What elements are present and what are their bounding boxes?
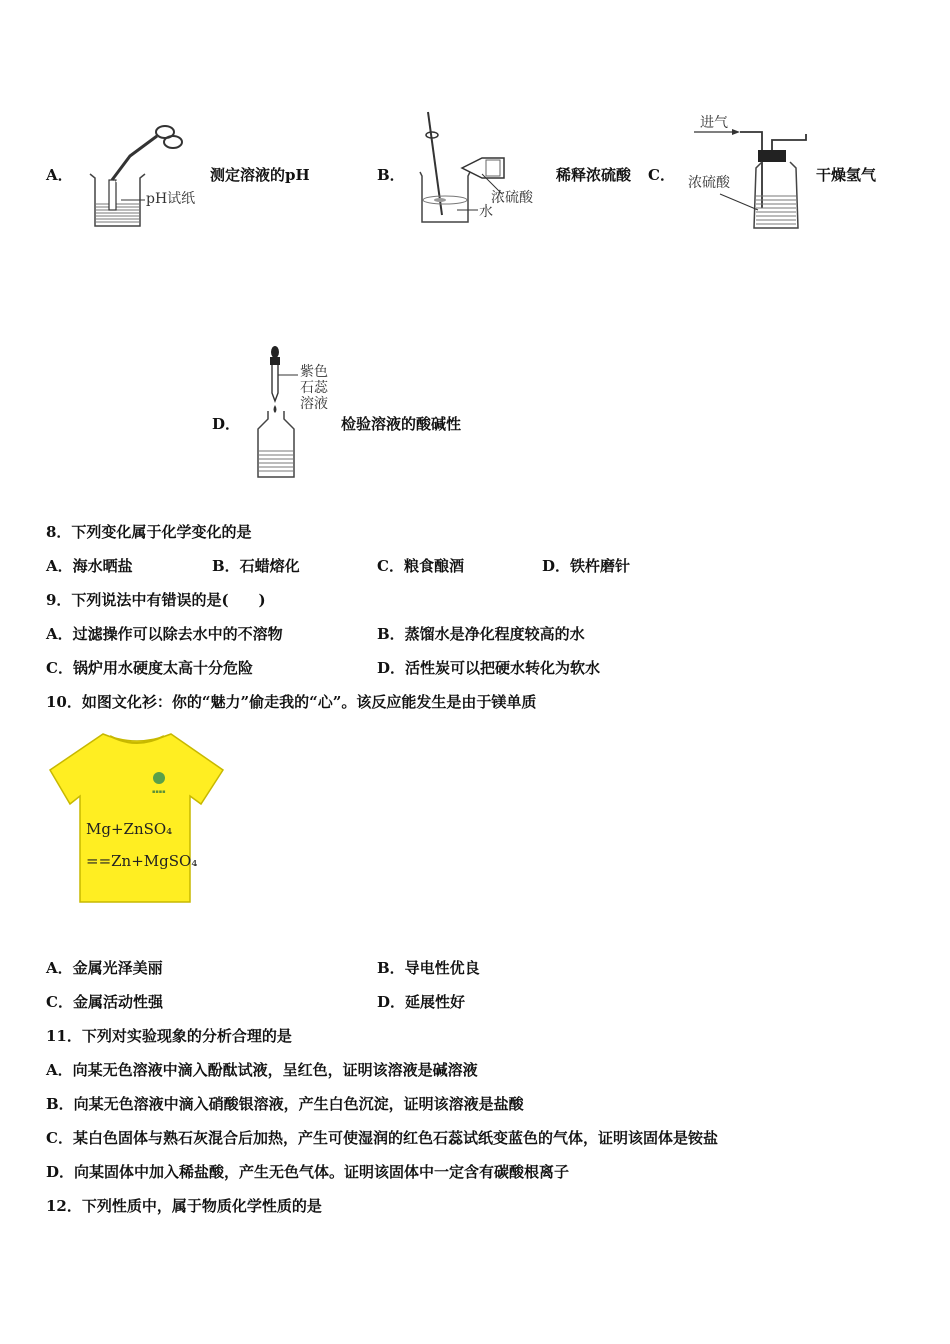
q11-stem: 11．下列对实验现象的分析合理的是 — [46, 1027, 292, 1045]
gas-inlet-label: 进气 — [700, 115, 728, 131]
q9-option-a: A．过滤操作可以除去水中的不溶物 — [46, 625, 283, 643]
q7-option-a-letter: A． — [46, 166, 73, 184]
water-label: 水 — [479, 204, 493, 220]
q10-option-c: C．金属活动性强 — [46, 993, 163, 1011]
q8-option-d: D．铁杵磨针 — [542, 557, 631, 575]
q7-option-a-caption: 测定溶液的pH — [210, 166, 310, 184]
ph-test-apparatus-figure — [85, 118, 210, 233]
q10-option-b: B．导电性优良 — [377, 959, 480, 977]
litmus-label-1: 紫色 — [300, 364, 328, 380]
q9-stem: 9．下列说法中有错误的是( ) — [46, 591, 266, 609]
q7-option-b-caption: 稀释浓硫酸 — [556, 166, 632, 184]
q9-option-b: B．蒸馏水是净化程度较高的水 — [377, 625, 585, 643]
q7-option-c-caption: 干燥氢气 — [816, 166, 877, 184]
q11-option-d: D．向某固体中加入稀盐酸，产生无色气体。证明该固体中一定含有碳酸根离子 — [46, 1163, 570, 1181]
svg-text:▪▪▪▪: ▪▪▪▪ — [152, 789, 166, 795]
q11-option-b: B．向某无色溶液中滴入硝酸银溶液，产生白色沉淀，证明该溶液是盐酸 — [46, 1095, 524, 1113]
shirt-logo-icon — [153, 772, 165, 784]
q10-stem: 10．如图文化衫：你的“魅力”偷走我的“心”。该反应能发生是由于镁单质 — [46, 693, 537, 711]
concentrated-acid-label-b: 浓硫酸 — [491, 190, 533, 206]
ph-paper-label: pH试纸 — [146, 191, 196, 207]
q11-option-a: A．向某无色溶液中滴入酚酞试液，呈红色，证明该溶液是碱溶液 — [46, 1061, 478, 1079]
q8-option-b: B．石蜡熔化 — [212, 557, 300, 575]
q10-option-a: A．金属光泽美丽 — [46, 959, 163, 977]
q7-option-c-letter: C． — [648, 166, 675, 184]
litmus-label-3: 溶液 — [300, 396, 328, 412]
q7-option-b-letter: B． — [377, 166, 405, 184]
q10-option-d: D．延展性好 — [377, 993, 466, 1011]
tshirt-figure — [48, 730, 226, 906]
concentrated-acid-label-c: 浓硫酸 — [688, 175, 730, 191]
q8-option-a: A．海水晒盐 — [46, 557, 133, 575]
q9-option-c: C．锅炉用水硬度太高十分危险 — [46, 659, 253, 677]
q11-option-c: C．某白色固体与熟石灰混合后加热，产生可使湿润的红色石蕊试纸变蓝色的气体，证明该固体是铵盐 — [46, 1129, 718, 1147]
q12-stem: 12．下列性质中，属于物质化学性质的是 — [46, 1197, 322, 1215]
q9-option-d: D．活性炭可以把硬水转化为软水 — [377, 659, 601, 677]
q7-option-d-letter: D． — [212, 415, 241, 433]
litmus-label-2: 石蕊 — [300, 380, 328, 396]
q7-option-d-caption: 检验溶液的酸碱性 — [341, 415, 462, 433]
shirt-equation-line1: Mg+ZnSO₄ — [86, 820, 173, 838]
q8-option-c: C．粮食酿酒 — [377, 557, 464, 575]
q8-stem: 8．下列变化属于化学变化的是 — [46, 523, 252, 541]
shirt-equation-line2: ==Zn+MgSO₄ — [86, 852, 198, 870]
